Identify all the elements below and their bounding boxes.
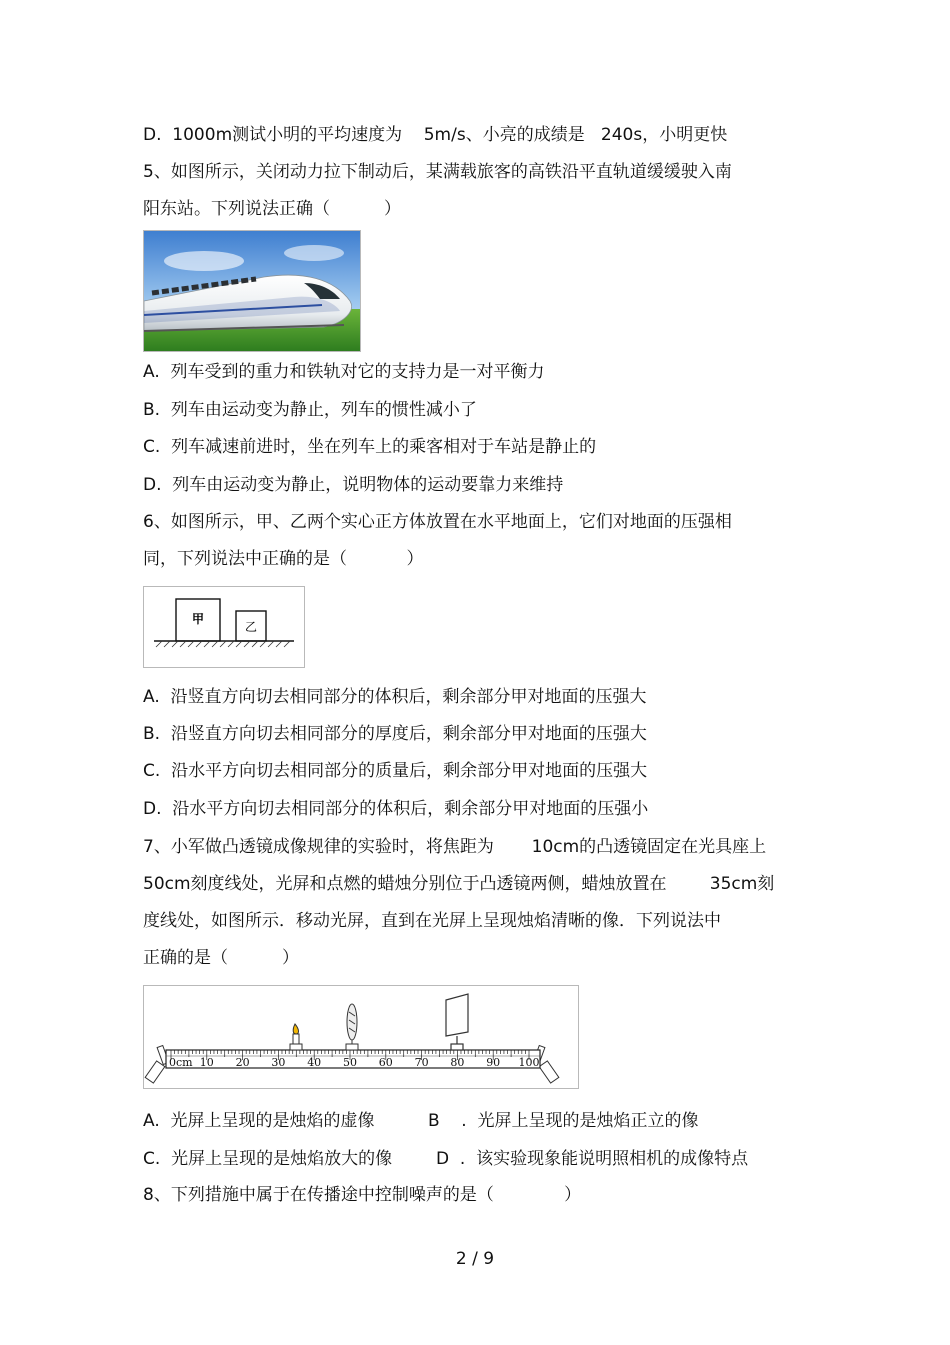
q8-stem-line1: 8、下列措施中属于在传播途中控制噪声的是（ ）	[143, 1185, 582, 1205]
optical-bench-figure	[143, 985, 579, 1089]
ruler-label: 50	[343, 1056, 357, 1069]
ruler-label: 100	[518, 1056, 540, 1069]
q6-option-d: D. 沿水平方向切去相同部分的体积后，剩余部分甲对地面的压强小	[143, 799, 649, 819]
high-speed-train-illustration	[144, 231, 360, 351]
ruler-label: 10	[199, 1056, 214, 1069]
ruler-label: 30	[271, 1056, 286, 1069]
q5-option-b: B. 列车由运动变为静止，列车的惯性减小了	[143, 400, 477, 420]
page-number: 2 / 9	[455, 1249, 495, 1269]
left-support	[145, 1046, 169, 1084]
q5-option-a: A. 列车受到的重力和铁轨对它的支持力是一对平衡力	[143, 362, 545, 382]
ruler-label: 60	[378, 1056, 393, 1069]
label-yi: 乙	[244, 620, 258, 634]
train-photo	[143, 230, 361, 352]
optical-bench-diagram	[144, 986, 578, 1088]
q6-option-a: A. 沿竖直方向切去相同部分的体积后，剩余部分甲对地面的压强大	[143, 687, 647, 707]
q5-option-c: C. 列车减速前进时，坐在列车上的乘客相对于车站是静止的	[143, 437, 597, 457]
q7-stem-line4: 正确的是（ ）	[143, 948, 300, 968]
q6-option-c: C. 沿水平方向切去相同部分的质量后，剩余部分甲对地面的压强大	[143, 761, 648, 781]
light-screen	[446, 994, 468, 1050]
convex-lens	[346, 1004, 358, 1050]
ruler-label: 90	[486, 1056, 501, 1069]
candle	[290, 1024, 302, 1050]
q5-option-d: D. 列车由运动变为静止，说明物体的运动要靠力来维持	[143, 475, 564, 495]
q7-stem-line1: 7、小军做凸透镜成像规律的实验时，将焦距为 10cm的凸透镜固定在光具座上	[143, 837, 767, 857]
ruler-label: 20	[235, 1056, 250, 1069]
q7-option-b: B . 光屏上呈现的是烛焰正立的像	[428, 1111, 699, 1131]
q7-option-d: D . 该实验现象能说明照相机的成像特点	[436, 1149, 749, 1169]
two-cubes-diagram	[144, 587, 304, 667]
label-jia: 甲	[191, 612, 205, 626]
ruler-label: 0cm	[169, 1056, 193, 1069]
q7-stem-line3: 度线处，如图所示．移动光屏，直到在光屏上呈现烛焰清晰的像．下列说法中	[143, 911, 721, 931]
ground-hatching	[156, 641, 290, 647]
q5-stem-line1: 5、如图所示，关闭动力拉下制动后，某满载旅客的高铁沿平直轨道缓缓驶入南	[143, 162, 732, 182]
ruler-label: 40	[307, 1056, 322, 1069]
q6-option-b: B. 沿竖直方向切去相同部分的厚度后，剩余部分甲对地面的压强大	[143, 724, 647, 744]
q5-stem-line2: 阳东站。下列说法正确（ ）	[143, 199, 402, 219]
ruler-label: 80	[450, 1056, 465, 1069]
q7-option-c: C. 光屏上呈现的是烛焰放大的像	[143, 1149, 393, 1169]
q7-option-a: A. 光屏上呈现的是烛焰的虚像	[143, 1111, 375, 1131]
cubes-figure	[143, 586, 305, 668]
q4-option-d: D. 1000m测试小明的平均速度为 5m/s、小亮的成绩是 240s，小明更快	[143, 125, 728, 145]
ruler-label: 70	[414, 1056, 429, 1069]
q7-stem-line2: 50cm刻度线处，光屏和点燃的蜡烛分别位于凸透镜两侧，蜡烛放置在 35cm刻	[143, 874, 775, 894]
q6-stem-line1: 6、如图所示，甲、乙两个实心正方体放置在水平地面上，它们对地面的压强相	[143, 512, 732, 532]
q6-stem-line2: 同，下列说法中正确的是（ ）	[143, 549, 424, 569]
